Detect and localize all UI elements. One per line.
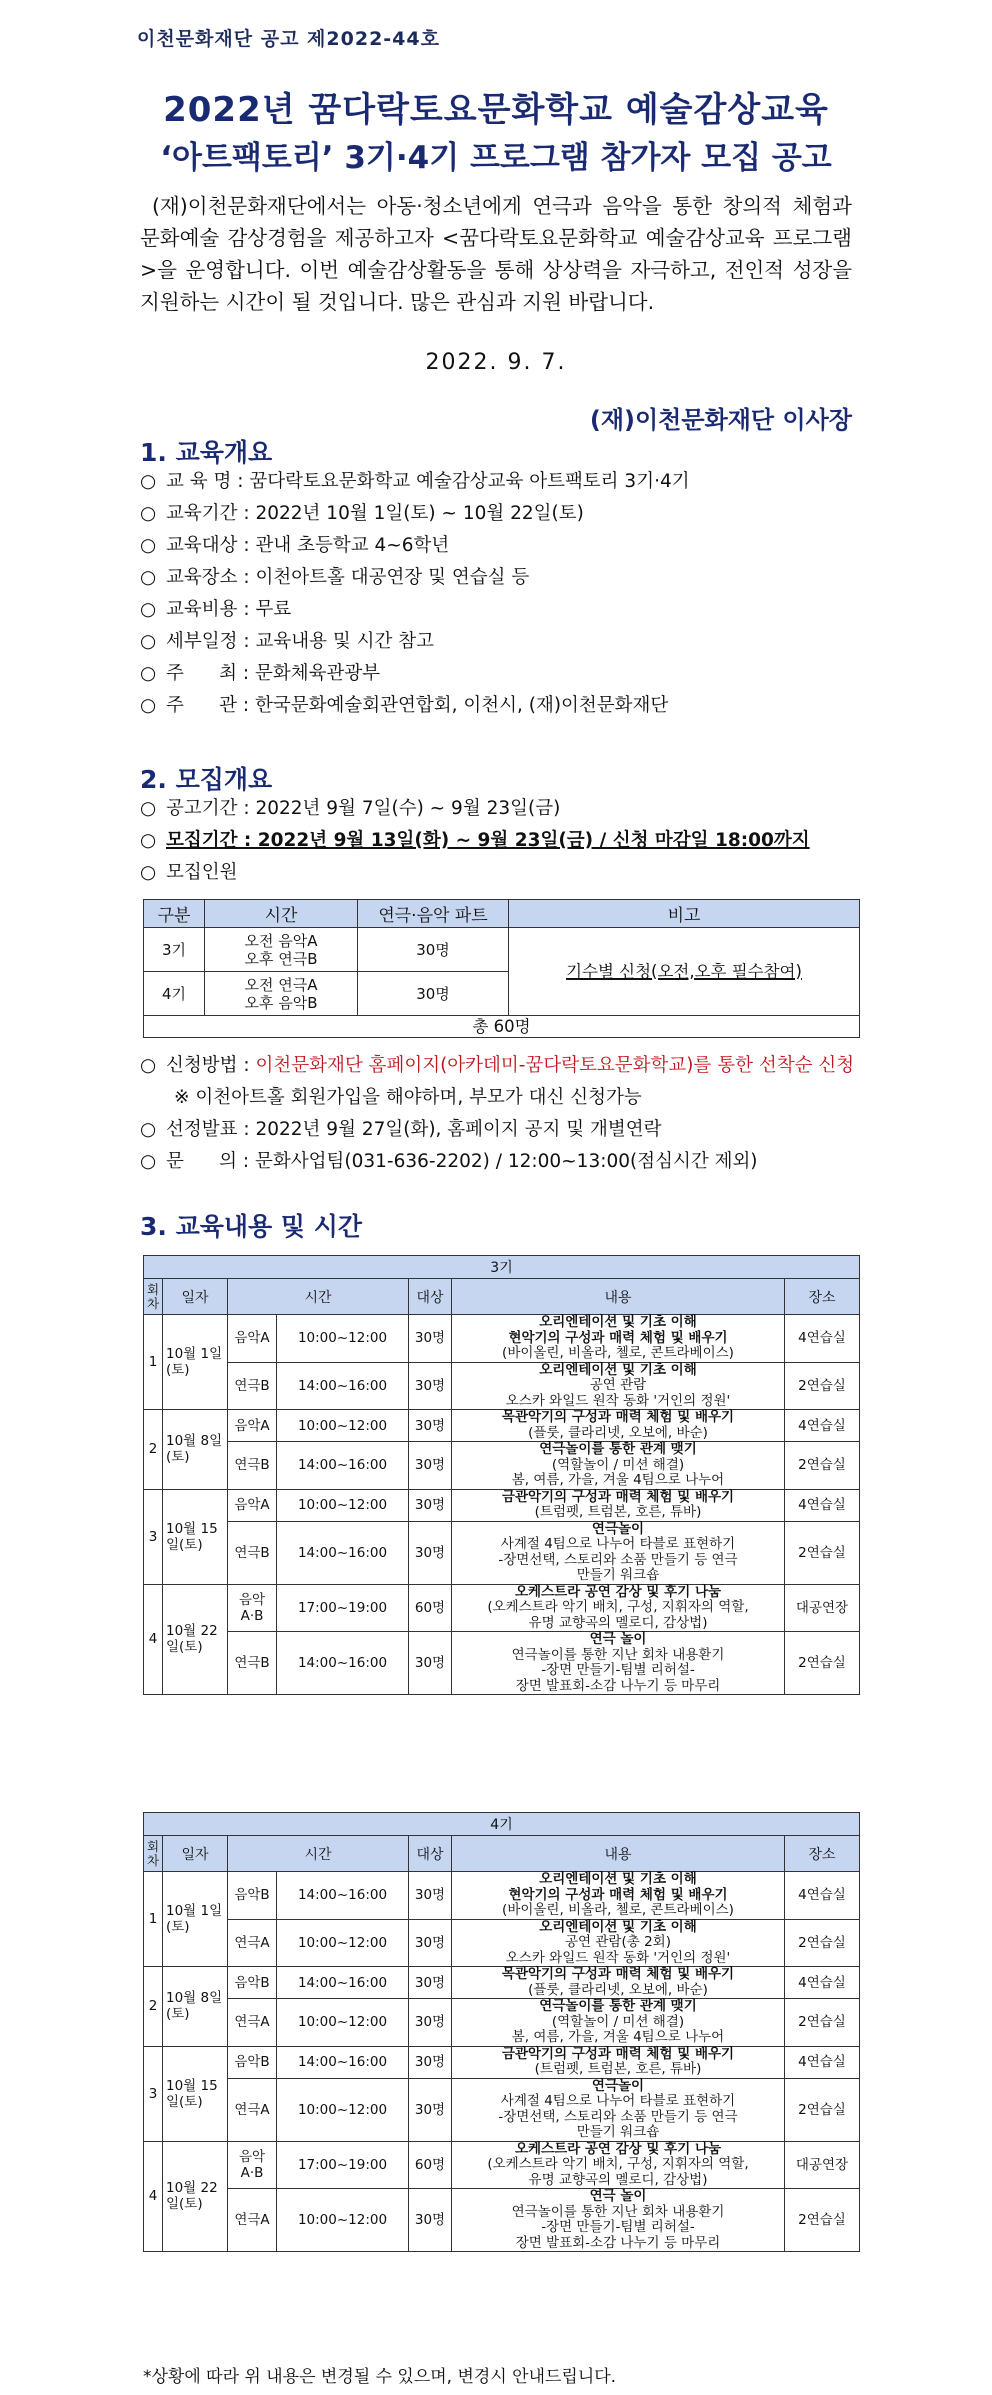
table-row bbox=[144, 1967, 860, 1999]
session-part: 음악A bbox=[228, 1315, 277, 1363]
overview-item bbox=[140, 857, 880, 889]
overview-item-text: 선정발표 : 2022년 9월 27일(화), 홈페이지 공지 및 개별연락 bbox=[166, 1119, 662, 1140]
intro-paragraph: (재)이천문화재단에서는 아동·청소년에게 연극과 음악을 통한 창의적 체험과 문화예술 감상경험을 제공하고자 <꿈다락토요문화학교 예술감상교육 프로그램>을 운영합니다. 이번 예술감상활동을 통해 상상력을 자극하고, 전인적 성장을 지원하는 시간이 될 것입니다. 많은 관심과 지원 바랍니다. bbox=[140, 194, 852, 314]
session-time: 17:00~19:00 bbox=[277, 1584, 409, 1632]
session-place: 2연습실 bbox=[785, 2189, 860, 2252]
content-title: 금관악기의 구성과 매력 체험 및 배우기 bbox=[501, 1488, 735, 1505]
content-line: 유명 교향곡의 멜로디, 감상법) bbox=[528, 1614, 708, 1631]
content-line: 장면 발표회-소감 나누기 등 마무리 bbox=[515, 1677, 721, 1694]
header-target: 대상 bbox=[409, 1279, 452, 1315]
footnote: *상황에 따라 위 내용은 변경될 수 있으며, 변경시 안내드립니다. bbox=[143, 2367, 617, 2387]
section1-items bbox=[140, 466, 880, 722]
overview-item-text: 주 관 : 한국문화예술회관연합회, 이천시, (재)이천문화재단 bbox=[166, 695, 669, 716]
bullet: ○ bbox=[140, 567, 157, 588]
recruit-header-note: 비고 bbox=[509, 900, 860, 928]
session-time: 10:00~12:00 bbox=[277, 1410, 409, 1442]
bullet: ○ bbox=[140, 535, 157, 556]
session-target: 30명 bbox=[409, 1442, 452, 1490]
content-line: (플룻, 클라리넷, 오보에, 바순) bbox=[528, 1981, 708, 1998]
header-time: 시간 bbox=[228, 1279, 409, 1315]
session-time: 14:00~16:00 bbox=[277, 1967, 409, 1999]
bullet: ○ bbox=[140, 631, 157, 652]
session-place: 4연습실 bbox=[785, 1967, 860, 1999]
bullet: ○ bbox=[140, 663, 157, 684]
recruit-count: 30명 bbox=[358, 928, 509, 972]
content-title: 오리엔테이션 및 기초 이해 bbox=[539, 1871, 697, 1887]
content-line: 만들기 워크숍 bbox=[576, 2124, 660, 2140]
session-place: 2연습실 bbox=[785, 2078, 860, 2141]
session-time: 10:00~12:00 bbox=[277, 1919, 409, 1967]
overview-item bbox=[140, 690, 880, 722]
content-line: 오스카 와일드 원작 동화 '거인의 정원' bbox=[505, 1949, 731, 1966]
content-title: 오리엔테이션 및 기초 이해 bbox=[539, 1361, 697, 1378]
session-date: 10월 22일(토) bbox=[163, 1584, 228, 1695]
table-row bbox=[144, 1999, 860, 2047]
content-title: 오리엔테이션 및 기초 이해 bbox=[539, 1314, 697, 1330]
recruit-total: 총 60명 bbox=[144, 1016, 860, 1038]
content-line: 연극놀이를 통한 지난 회차 내용환기 bbox=[511, 2203, 725, 2220]
session-date: 10월 1일(토) bbox=[163, 1315, 228, 1410]
recruit-time-pm: 오후 연극B bbox=[244, 949, 318, 968]
session-round: 3 bbox=[144, 2046, 163, 2141]
table-row bbox=[144, 2189, 860, 2252]
session-content bbox=[452, 2078, 785, 2141]
section3-title: 3. 교육내용 및 시간 bbox=[140, 1212, 363, 1241]
session-target: 30명 bbox=[409, 1410, 452, 1442]
session-date: 10월 22일(토) bbox=[163, 2141, 228, 2252]
session-time: 10:00~12:00 bbox=[277, 1999, 409, 2047]
overview-item bbox=[140, 626, 880, 658]
session-place: 대공연장 bbox=[785, 2141, 860, 2189]
content-line: 봄, 여름, 가을, 겨울 4팀으로 나누어 bbox=[511, 1472, 725, 1488]
recruit-time bbox=[205, 972, 358, 1016]
session-date: 10월 15일(토) bbox=[163, 1489, 228, 1584]
table-row bbox=[144, 1489, 860, 1521]
table-row bbox=[144, 1315, 860, 1363]
session-part: 음악 A·B bbox=[228, 2141, 277, 2189]
recruit-table bbox=[143, 899, 860, 1038]
content-line: 현악기의 구성과 매력 체험 및 배우기 bbox=[508, 1329, 728, 1346]
session-content bbox=[452, 1521, 785, 1584]
session-time: 14:00~16:00 bbox=[277, 1872, 409, 1920]
session-date: 10월 15일(토) bbox=[163, 2046, 228, 2141]
overview-item-text: 모집인원 bbox=[166, 862, 238, 883]
session-target: 30명 bbox=[409, 1967, 452, 1999]
content-line: 오스카 와일드 원작 동화 '거인의 정원' bbox=[505, 1392, 731, 1409]
session-target: 30명 bbox=[409, 1999, 452, 2047]
content-title: 연극놀이를 통한 관계 맺기 bbox=[539, 1441, 697, 1457]
table-row bbox=[144, 1919, 860, 1967]
recruit-time bbox=[205, 928, 358, 972]
session-part: 음악 A·B bbox=[228, 1584, 277, 1632]
content-line: 연극놀이를 통한 지난 회차 내용환기 bbox=[511, 1646, 725, 1663]
session-time: 14:00~16:00 bbox=[277, 2046, 409, 2078]
notice-date: 2022. 9. 7. bbox=[425, 350, 567, 375]
bullet: ○ bbox=[140, 1119, 157, 1140]
table-row bbox=[144, 2078, 860, 2141]
content-line: (바이올린, 비올라, 첼로, 콘트라베이스) bbox=[502, 1345, 734, 1361]
header-place: 장소 bbox=[785, 1836, 860, 1872]
session-content bbox=[452, 1584, 785, 1632]
header-target: 대상 bbox=[409, 1836, 452, 1872]
overview-item bbox=[140, 562, 880, 594]
session-time: 14:00~16:00 bbox=[277, 1521, 409, 1584]
table-row bbox=[144, 1442, 860, 1490]
session-part: 연극A bbox=[228, 2189, 277, 2252]
header-round: 회차 bbox=[144, 1279, 163, 1315]
session-place: 4연습실 bbox=[785, 1872, 860, 1920]
apply-label: 신청방법 : bbox=[166, 1055, 256, 1076]
content-line: 공연 관람(총 2회) bbox=[565, 1934, 671, 1950]
session-time: 14:00~16:00 bbox=[277, 1362, 409, 1410]
bullet: ○ bbox=[140, 695, 157, 716]
content-title: 오리엔테이션 및 기초 이해 bbox=[539, 1918, 697, 1935]
overview-item-text: 교육장소 : 이천아트홀 대공연장 및 연습실 등 bbox=[166, 567, 530, 588]
session-content bbox=[452, 2141, 785, 2189]
session-date: 10월 8일(토) bbox=[163, 1410, 228, 1490]
overview-item-text: 주 최 : 문화체육관광부 bbox=[166, 663, 381, 684]
overview-item-text: 교육기간 : 2022년 10월 1일(토) ~ 10월 22일(토) bbox=[166, 503, 584, 524]
content-line: 현악기의 구성과 매력 체험 및 배우기 bbox=[508, 1886, 728, 1903]
session-round: 1 bbox=[144, 1315, 163, 1410]
session-time: 14:00~16:00 bbox=[277, 1632, 409, 1695]
bullet: ○ bbox=[140, 503, 157, 524]
session-target: 30명 bbox=[409, 1632, 452, 1695]
content-line: 사계절 4팀으로 나누어 타블로 표현하기 bbox=[500, 1536, 736, 1552]
session-content bbox=[452, 1872, 785, 1920]
apply-note: ※ 이천아트홀 회원가입을 해야하며, 부모가 대신 신청가능 bbox=[174, 1087, 642, 1108]
content-line: 공연 관람 bbox=[589, 1377, 647, 1393]
recruit-header-time: 시간 bbox=[205, 900, 358, 928]
recruit-note-text: 기수별 신청(오전,오후 필수참여) bbox=[566, 961, 802, 981]
session-part: 음악B bbox=[228, 1967, 277, 1999]
session-part: 연극B bbox=[228, 1362, 277, 1410]
session-content bbox=[452, 1919, 785, 1967]
content-line: (플룻, 클라리넷, 오보에, 바순) bbox=[528, 1424, 708, 1441]
content-line: -장면선택, 스토리와 소품 만들기 등 연극 bbox=[498, 2108, 738, 2125]
content-line: (바이올린, 비올라, 첼로, 콘트라베이스) bbox=[502, 1902, 734, 1918]
session-round: 4 bbox=[144, 1584, 163, 1695]
content-title: 연극 놀이 bbox=[589, 1631, 647, 1647]
session-content bbox=[452, 2189, 785, 2252]
session-time: 10:00~12:00 bbox=[277, 1315, 409, 1363]
session-date: 10월 1일(토) bbox=[163, 1872, 228, 1967]
session-place: 대공연장 bbox=[785, 1584, 860, 1632]
content-title: 금관악기의 구성과 매력 체험 및 배우기 bbox=[501, 2045, 735, 2062]
table-row bbox=[144, 2141, 860, 2189]
content-line: (오케스트라 악기 배치, 구성, 지휘자의 역할, bbox=[487, 1599, 749, 1615]
table-row bbox=[144, 1410, 860, 1442]
session-content bbox=[452, 1410, 785, 1442]
recruit-term: 4기 bbox=[144, 972, 205, 1016]
session-part: 연극A bbox=[228, 1919, 277, 1967]
session-round: 3 bbox=[144, 1489, 163, 1584]
session-time: 17:00~19:00 bbox=[277, 2141, 409, 2189]
bullet: ○ bbox=[140, 471, 157, 492]
title-line-2: ‘아트팩토리’ 3기·4기 프로그램 참가자 모집 공고 bbox=[160, 140, 832, 176]
overview-item-text: 공고기간 : 2022년 9월 7일(수) ~ 9월 23일(금) bbox=[166, 798, 561, 819]
content-title: 오케스트라 공연 감상 및 후기 나눔 bbox=[514, 1583, 722, 1600]
content-line: (역할놀이 / 미션 해결) bbox=[551, 2013, 685, 2030]
session-place: 4연습실 bbox=[785, 1315, 860, 1363]
session-target: 30명 bbox=[409, 1919, 452, 1967]
session-place: 2연습실 bbox=[785, 1521, 860, 1584]
content-title: 오케스트라 공연 감상 및 후기 나눔 bbox=[514, 2140, 722, 2157]
content-title: 목관악기의 구성과 매력 체험 및 배우기 bbox=[501, 1966, 735, 1982]
notice-number: 이천문화재단 공고 제2022-44호 bbox=[137, 28, 440, 50]
session-content bbox=[452, 1967, 785, 1999]
recruit-term: 3기 bbox=[144, 928, 205, 972]
header-place: 장소 bbox=[785, 1279, 860, 1315]
content-title: 연극놀이를 통한 관계 맺기 bbox=[539, 1998, 697, 2014]
session-target: 30명 bbox=[409, 2046, 452, 2078]
session-part: 연극A bbox=[228, 1999, 277, 2047]
content-title: 연극놀이 bbox=[591, 1520, 645, 1537]
content-line: (트럼펫, 트럼본, 호른, 튜바) bbox=[534, 2061, 702, 2077]
session-target: 60명 bbox=[409, 1584, 452, 1632]
recruit-header-term: 구분 bbox=[144, 900, 205, 928]
session-place: 4연습실 bbox=[785, 1410, 860, 1442]
session-content bbox=[452, 1315, 785, 1363]
overview-item bbox=[140, 1114, 880, 1146]
header-date: 일자 bbox=[163, 1279, 228, 1315]
bullet: ○ bbox=[140, 1151, 157, 1172]
session-target: 30명 bbox=[409, 1489, 452, 1521]
session-time: 10:00~12:00 bbox=[277, 2078, 409, 2141]
content-line: -장면 만들기-팀별 리허설- bbox=[541, 2219, 695, 2235]
session-place: 2연습실 bbox=[785, 1999, 860, 2047]
session-time: 10:00~12:00 bbox=[277, 2189, 409, 2252]
schedule-table-term3 bbox=[143, 1255, 860, 1695]
title-line-1: 2022년 꿈다락토요문화학교 예술감상교육 bbox=[163, 90, 829, 130]
header-date: 일자 bbox=[163, 1836, 228, 1872]
overview-item-text: 교 육 명 : 꿈다락토요문화학교 예술감상교육 아트팩토리 3기·4기 bbox=[166, 471, 690, 492]
session-part: 음악B bbox=[228, 1872, 277, 1920]
session-round: 2 bbox=[144, 1410, 163, 1490]
table-row bbox=[144, 1521, 860, 1584]
session-date: 10월 8일(토) bbox=[163, 1967, 228, 2047]
term-title: 3기 bbox=[144, 1256, 860, 1279]
session-content bbox=[452, 2046, 785, 2078]
apply-method-text: 이천문화재단 홈페이지(아카데미-꿈다락토요문화학교)를 통한 선착순 신청 bbox=[255, 1055, 855, 1076]
session-place: 2연습실 bbox=[785, 1362, 860, 1410]
content-line: -장면 만들기-팀별 리허설- bbox=[541, 1662, 695, 1678]
session-content bbox=[452, 1442, 785, 1490]
signer: (재)이천문화재단 이사장 bbox=[589, 406, 852, 434]
recruit-count: 30명 bbox=[358, 972, 509, 1016]
overview-item bbox=[140, 530, 880, 562]
apply-item bbox=[140, 1050, 880, 1082]
content-line: 사계절 4팀으로 나누어 타블로 표현하기 bbox=[500, 2093, 736, 2109]
section2-items-top bbox=[140, 793, 880, 889]
recruit-header-part: 연극·음악 파트 bbox=[358, 900, 509, 928]
session-target: 30명 bbox=[409, 2189, 452, 2252]
session-content bbox=[452, 1362, 785, 1410]
session-part: 음악B bbox=[228, 2046, 277, 2078]
recruit-note bbox=[509, 928, 860, 1016]
session-target: 30명 bbox=[409, 1362, 452, 1410]
content-line: 장면 발표회-소감 나누기 등 마무리 bbox=[515, 2234, 721, 2251]
content-line: 만들기 워크숍 bbox=[576, 1567, 660, 1583]
table-row bbox=[144, 2046, 860, 2078]
table-row bbox=[144, 1362, 860, 1410]
recruit-time-am: 오전 연극A bbox=[244, 975, 318, 994]
section2-title: 2. 모집개요 bbox=[140, 765, 273, 794]
session-target: 30명 bbox=[409, 1315, 452, 1363]
overview-item bbox=[140, 1146, 880, 1178]
bullet: ○ bbox=[140, 862, 157, 883]
header-time: 시간 bbox=[228, 1836, 409, 1872]
overview-item-text: 교육비용 : 무료 bbox=[166, 599, 292, 620]
session-content bbox=[452, 1489, 785, 1521]
section2-items-bottom bbox=[140, 1114, 880, 1178]
overview-item-text: 교육대상 : 관내 초등학교 4~6학년 bbox=[166, 535, 450, 556]
session-time: 10:00~12:00 bbox=[277, 1489, 409, 1521]
session-target: 30명 bbox=[409, 2078, 452, 2141]
header-content: 내용 bbox=[452, 1279, 785, 1315]
session-part: 음악A bbox=[228, 1410, 277, 1442]
term-title: 4기 bbox=[144, 1813, 860, 1836]
session-content bbox=[452, 1999, 785, 2047]
header-round: 회차 bbox=[144, 1836, 163, 1872]
session-content bbox=[452, 1632, 785, 1695]
section2-apply bbox=[140, 1050, 880, 1114]
overview-item bbox=[140, 658, 880, 690]
table-row bbox=[144, 1584, 860, 1632]
bullet: ○ bbox=[140, 1055, 157, 1076]
recruit-time-am: 오전 음악A bbox=[244, 931, 318, 950]
content-line: (오케스트라 악기 배치, 구성, 지휘자의 역할, bbox=[487, 2156, 749, 2172]
content-title: 목관악기의 구성과 매력 체험 및 배우기 bbox=[501, 1409, 735, 1425]
bullet: ○ bbox=[140, 599, 157, 620]
session-place: 2연습실 bbox=[785, 1442, 860, 1490]
session-target: 30명 bbox=[409, 1872, 452, 1920]
session-part: 음악A bbox=[228, 1489, 277, 1521]
bullet: ○ bbox=[140, 798, 157, 819]
session-place: 4연습실 bbox=[785, 2046, 860, 2078]
session-part: 연극B bbox=[228, 1442, 277, 1490]
session-round: 2 bbox=[144, 1967, 163, 2047]
overview-item-text: 세부일정 : 교육내용 및 시간 참고 bbox=[166, 631, 434, 652]
overview-item bbox=[140, 466, 880, 498]
content-line: -장면선택, 스토리와 소품 만들기 등 연극 bbox=[498, 1551, 738, 1568]
session-round: 1 bbox=[144, 1872, 163, 1967]
content-line: (역할놀이 / 미션 해결) bbox=[551, 1456, 685, 1473]
session-part: 연극B bbox=[228, 1521, 277, 1584]
session-round: 4 bbox=[144, 2141, 163, 2252]
bullet: ○ bbox=[140, 830, 157, 851]
session-place: 4연습실 bbox=[785, 1489, 860, 1521]
session-target: 30명 bbox=[409, 1521, 452, 1584]
content-line: (트럼펫, 트럼본, 호른, 튜바) bbox=[534, 1504, 702, 1520]
content-title: 연극놀이 bbox=[591, 2077, 645, 2094]
table-row bbox=[144, 1632, 860, 1695]
schedule-table-term4 bbox=[143, 1812, 860, 2252]
content-line: 유명 교향곡의 멜로디, 감상법) bbox=[528, 2171, 708, 2188]
overview-item bbox=[140, 594, 880, 626]
overview-item bbox=[140, 498, 880, 530]
session-time: 14:00~16:00 bbox=[277, 1442, 409, 1490]
overview-item bbox=[140, 825, 880, 857]
session-part: 연극B bbox=[228, 1632, 277, 1695]
header-content: 내용 bbox=[452, 1836, 785, 1872]
session-place: 2연습실 bbox=[785, 1632, 860, 1695]
content-title: 연극 놀이 bbox=[589, 2188, 647, 2204]
section1-title: 1. 교육개요 bbox=[140, 438, 273, 467]
session-place: 2연습실 bbox=[785, 1919, 860, 1967]
overview-item bbox=[140, 793, 880, 825]
overview-item-text: 모집기간 : 2022년 9월 13일(화) ~ 9월 23일(금) / 신청 마감일 18:00까지 bbox=[166, 830, 810, 851]
table-row bbox=[144, 1872, 860, 1920]
overview-item-text: 문 의 : 문화사업팀(031-636-2202) / 12:00~13:00(점심시간 제외) bbox=[166, 1151, 758, 1172]
session-part: 연극A bbox=[228, 2078, 277, 2141]
session-target: 60명 bbox=[409, 2141, 452, 2189]
recruit-time-pm: 오후 음악B bbox=[244, 993, 318, 1012]
content-line: 봄, 여름, 가을, 겨울 4팀으로 나누어 bbox=[511, 2029, 725, 2045]
